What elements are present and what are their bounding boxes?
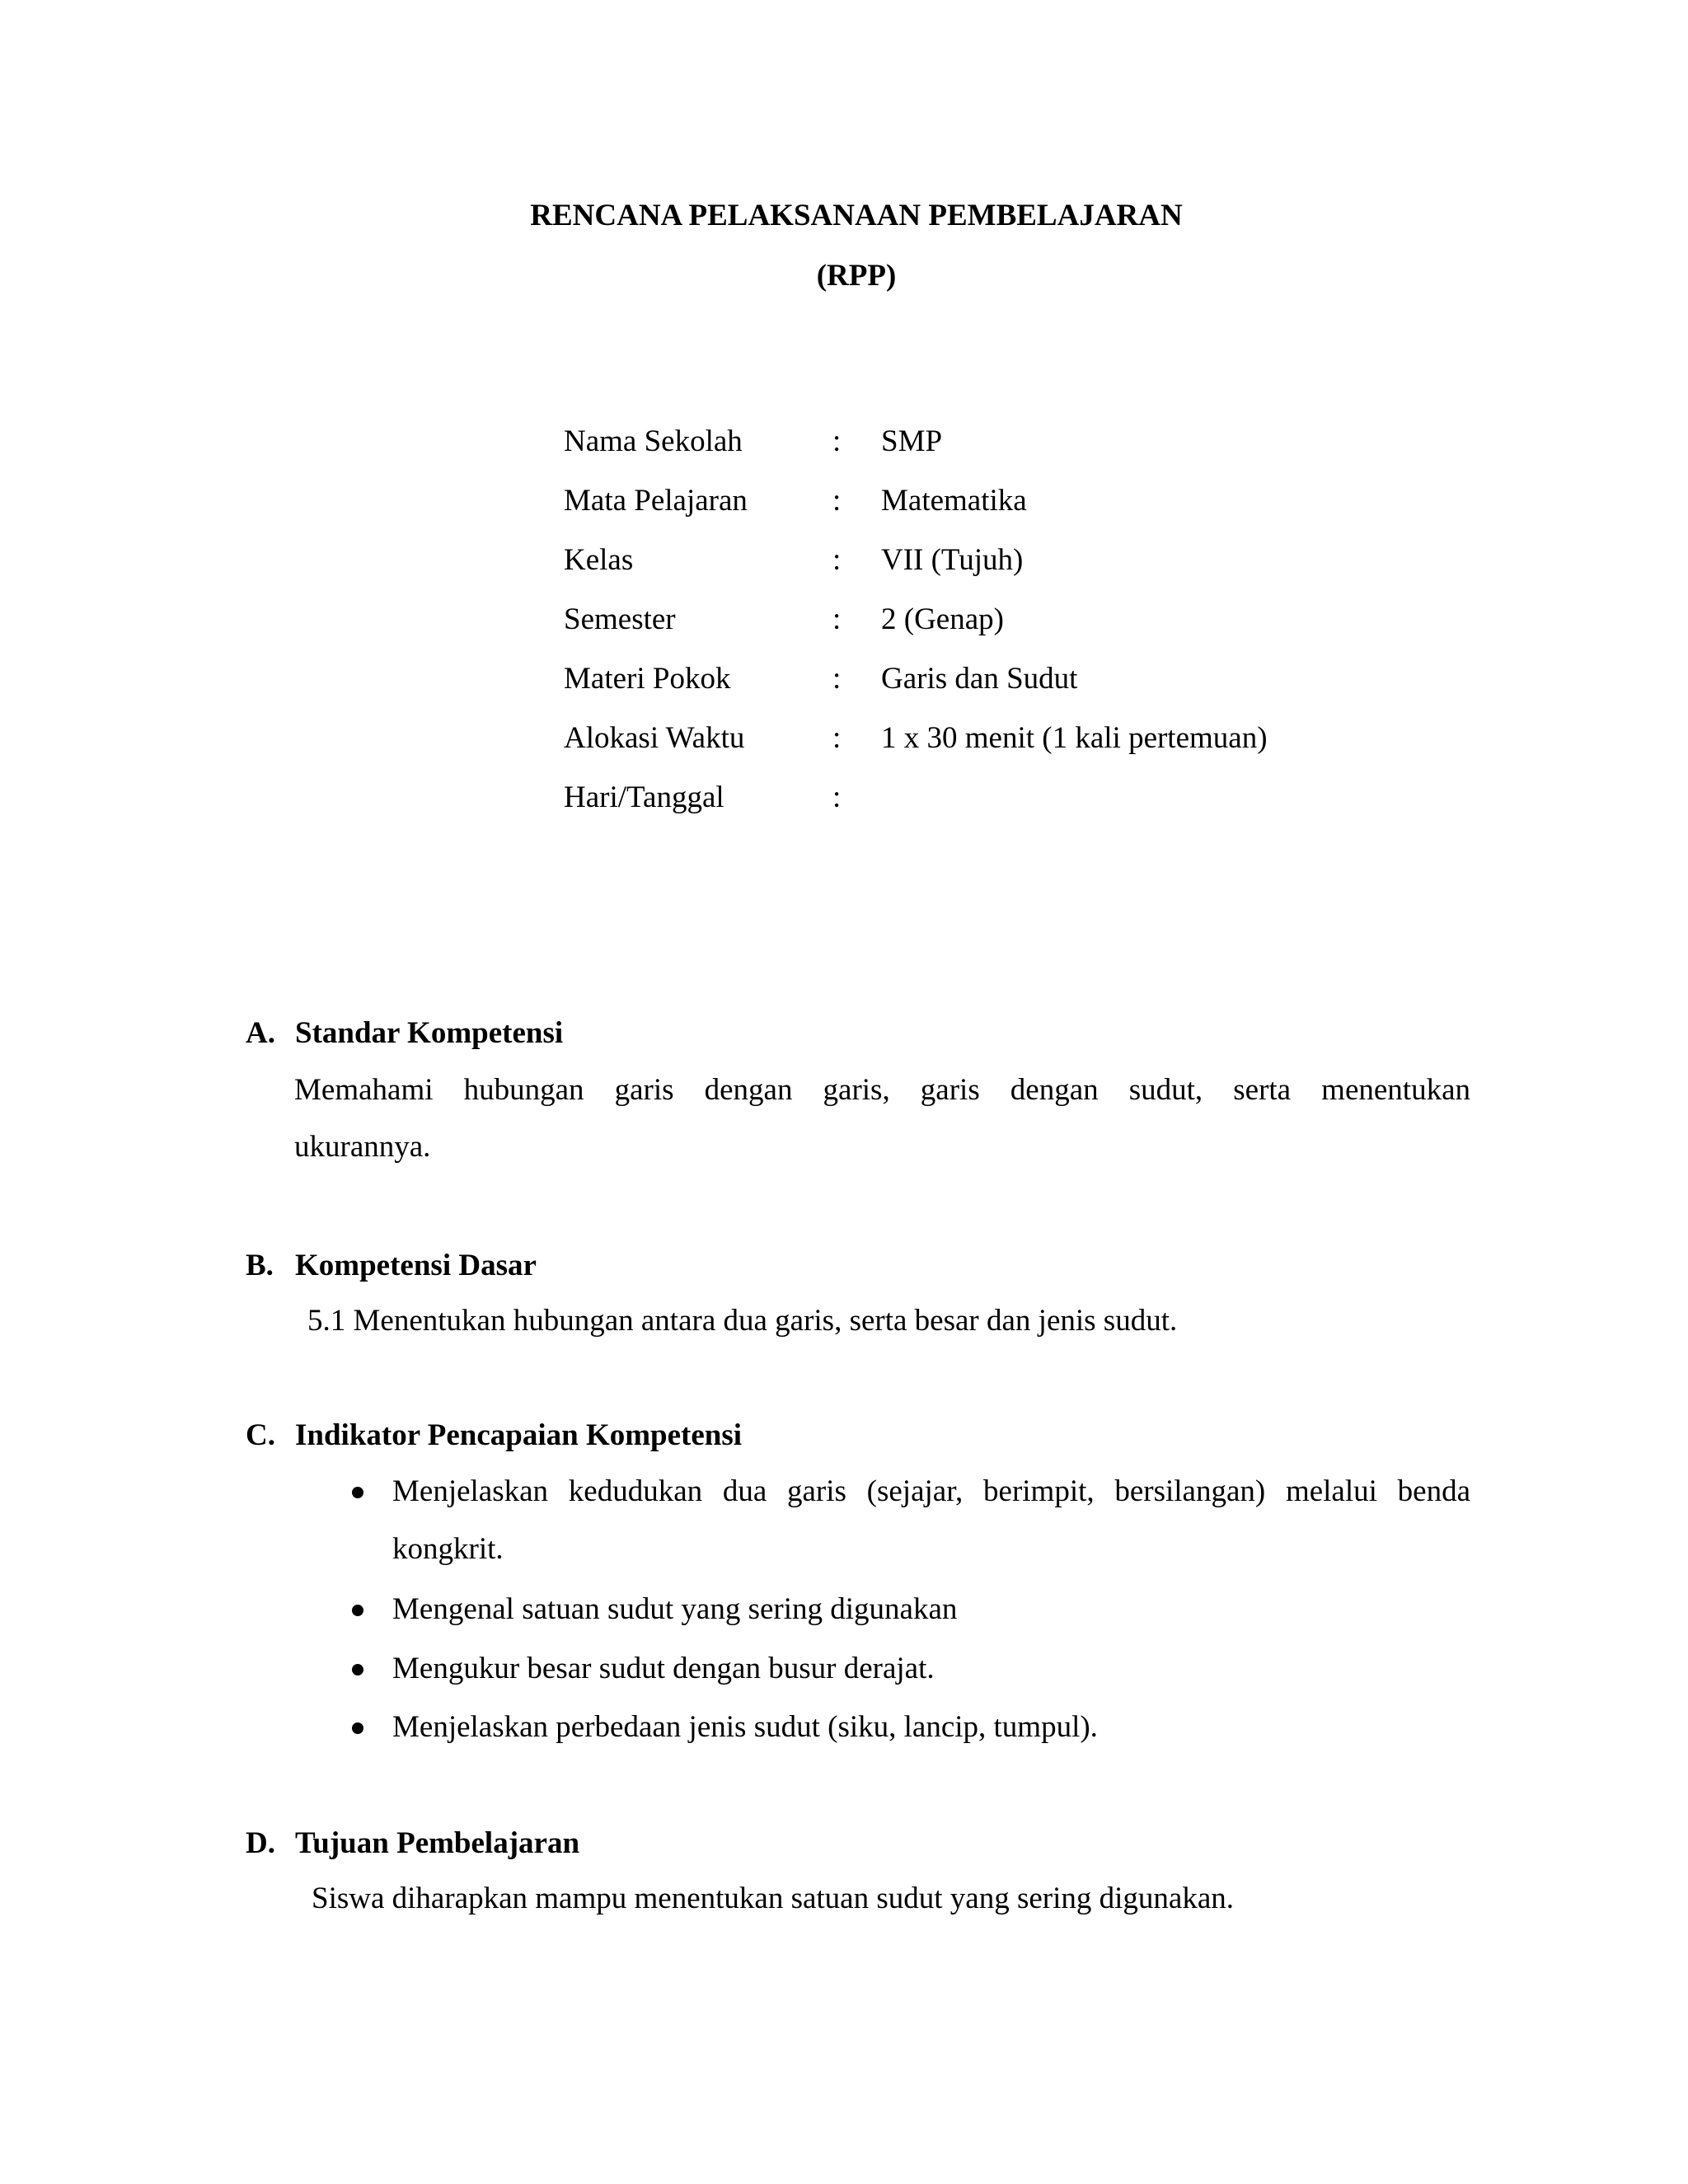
- section-letter: D.: [246, 1826, 275, 1860]
- section-b-text: 5.1 Menentukan hubungan antara dua garis, serta besar dan jenis sudut.: [307, 1304, 1178, 1338]
- indicator-text-line1: Menjelaskan kedudukan dua garis (sejajar, berimpit, bersilangan) melalui benda: [392, 1474, 1470, 1508]
- indicator-list-item: [345, 1699, 1470, 1756]
- section-c-heading: [246, 1416, 742, 1455]
- section-a-text-line2: ukurannya.: [294, 1130, 431, 1164]
- section-letter: A.: [246, 1016, 275, 1050]
- identity-label: Materi Pokok: [564, 662, 731, 696]
- identity-colon: :: [832, 484, 842, 518]
- identity-colon: :: [832, 780, 842, 814]
- indicator-text: Mengukur besar sudut dengan busur derajat.: [392, 1652, 935, 1685]
- identity-value: SMP: [881, 424, 943, 458]
- identity-label: Semester: [564, 602, 676, 636]
- document-title: RENCANA PELAKSANAAN PEMBELAJARAN: [530, 199, 1183, 232]
- identity-value: Garis dan Sudut: [881, 662, 1078, 696]
- document-subtitle: (RPP): [816, 259, 897, 293]
- identity-value: 2 (Genap): [881, 602, 1004, 636]
- section-title: Standar Kompetensi: [295, 1016, 564, 1050]
- identity-value: VII (Tujuh): [881, 543, 1024, 577]
- identity-label: Mata Pelajaran: [564, 484, 748, 518]
- section-letter: C.: [246, 1418, 275, 1452]
- identity-colon: :: [832, 543, 842, 577]
- identity-label: Nama Sekolah: [564, 424, 743, 458]
- identity-label: Hari/Tanggal: [564, 780, 724, 814]
- identity-value: Matematika: [881, 484, 1027, 518]
- section-a-text-line1: Memahami hubungan garis dengan garis, garis dengan sudut, serta menentukan: [294, 1073, 1470, 1107]
- section-title: Indikator Pencapaian Kompetensi: [295, 1418, 743, 1452]
- identity-colon: :: [832, 662, 842, 696]
- section-title: Tujuan Pembelajaran: [295, 1826, 580, 1860]
- identity-label: Kelas: [564, 543, 634, 577]
- indicator-text: Mengenal satuan sudut yang sering digunakan: [392, 1592, 958, 1626]
- identity-colon: :: [832, 424, 842, 458]
- section-d-heading: [246, 1824, 579, 1863]
- indicator-text: Menjelaskan perbedaan jenis sudut (siku, lancip, tumpul).: [392, 1710, 1098, 1744]
- indicator-list-item: [345, 1581, 1470, 1638]
- indicator-list-item: [345, 1463, 1470, 1578]
- section-title: Kompetensi Dasar: [295, 1249, 537, 1282]
- identity-label: Alokasi Waktu: [564, 721, 745, 755]
- identity-colon: :: [832, 602, 842, 636]
- indicator-text-line2: kongkrit.: [392, 1532, 504, 1566]
- section-d-text: Siswa diharapkan mampu menentukan satuan sudut yang sering digunakan.: [312, 1882, 1234, 1915]
- section-b-heading: [246, 1246, 537, 1286]
- indicator-list-item: [345, 1640, 1470, 1698]
- section-letter: B.: [246, 1249, 274, 1282]
- section-a-heading: [246, 1014, 563, 1053]
- identity-colon: :: [832, 721, 842, 755]
- identity-value: 1 x 30 menit (1 kali pertemuan): [881, 721, 1268, 755]
